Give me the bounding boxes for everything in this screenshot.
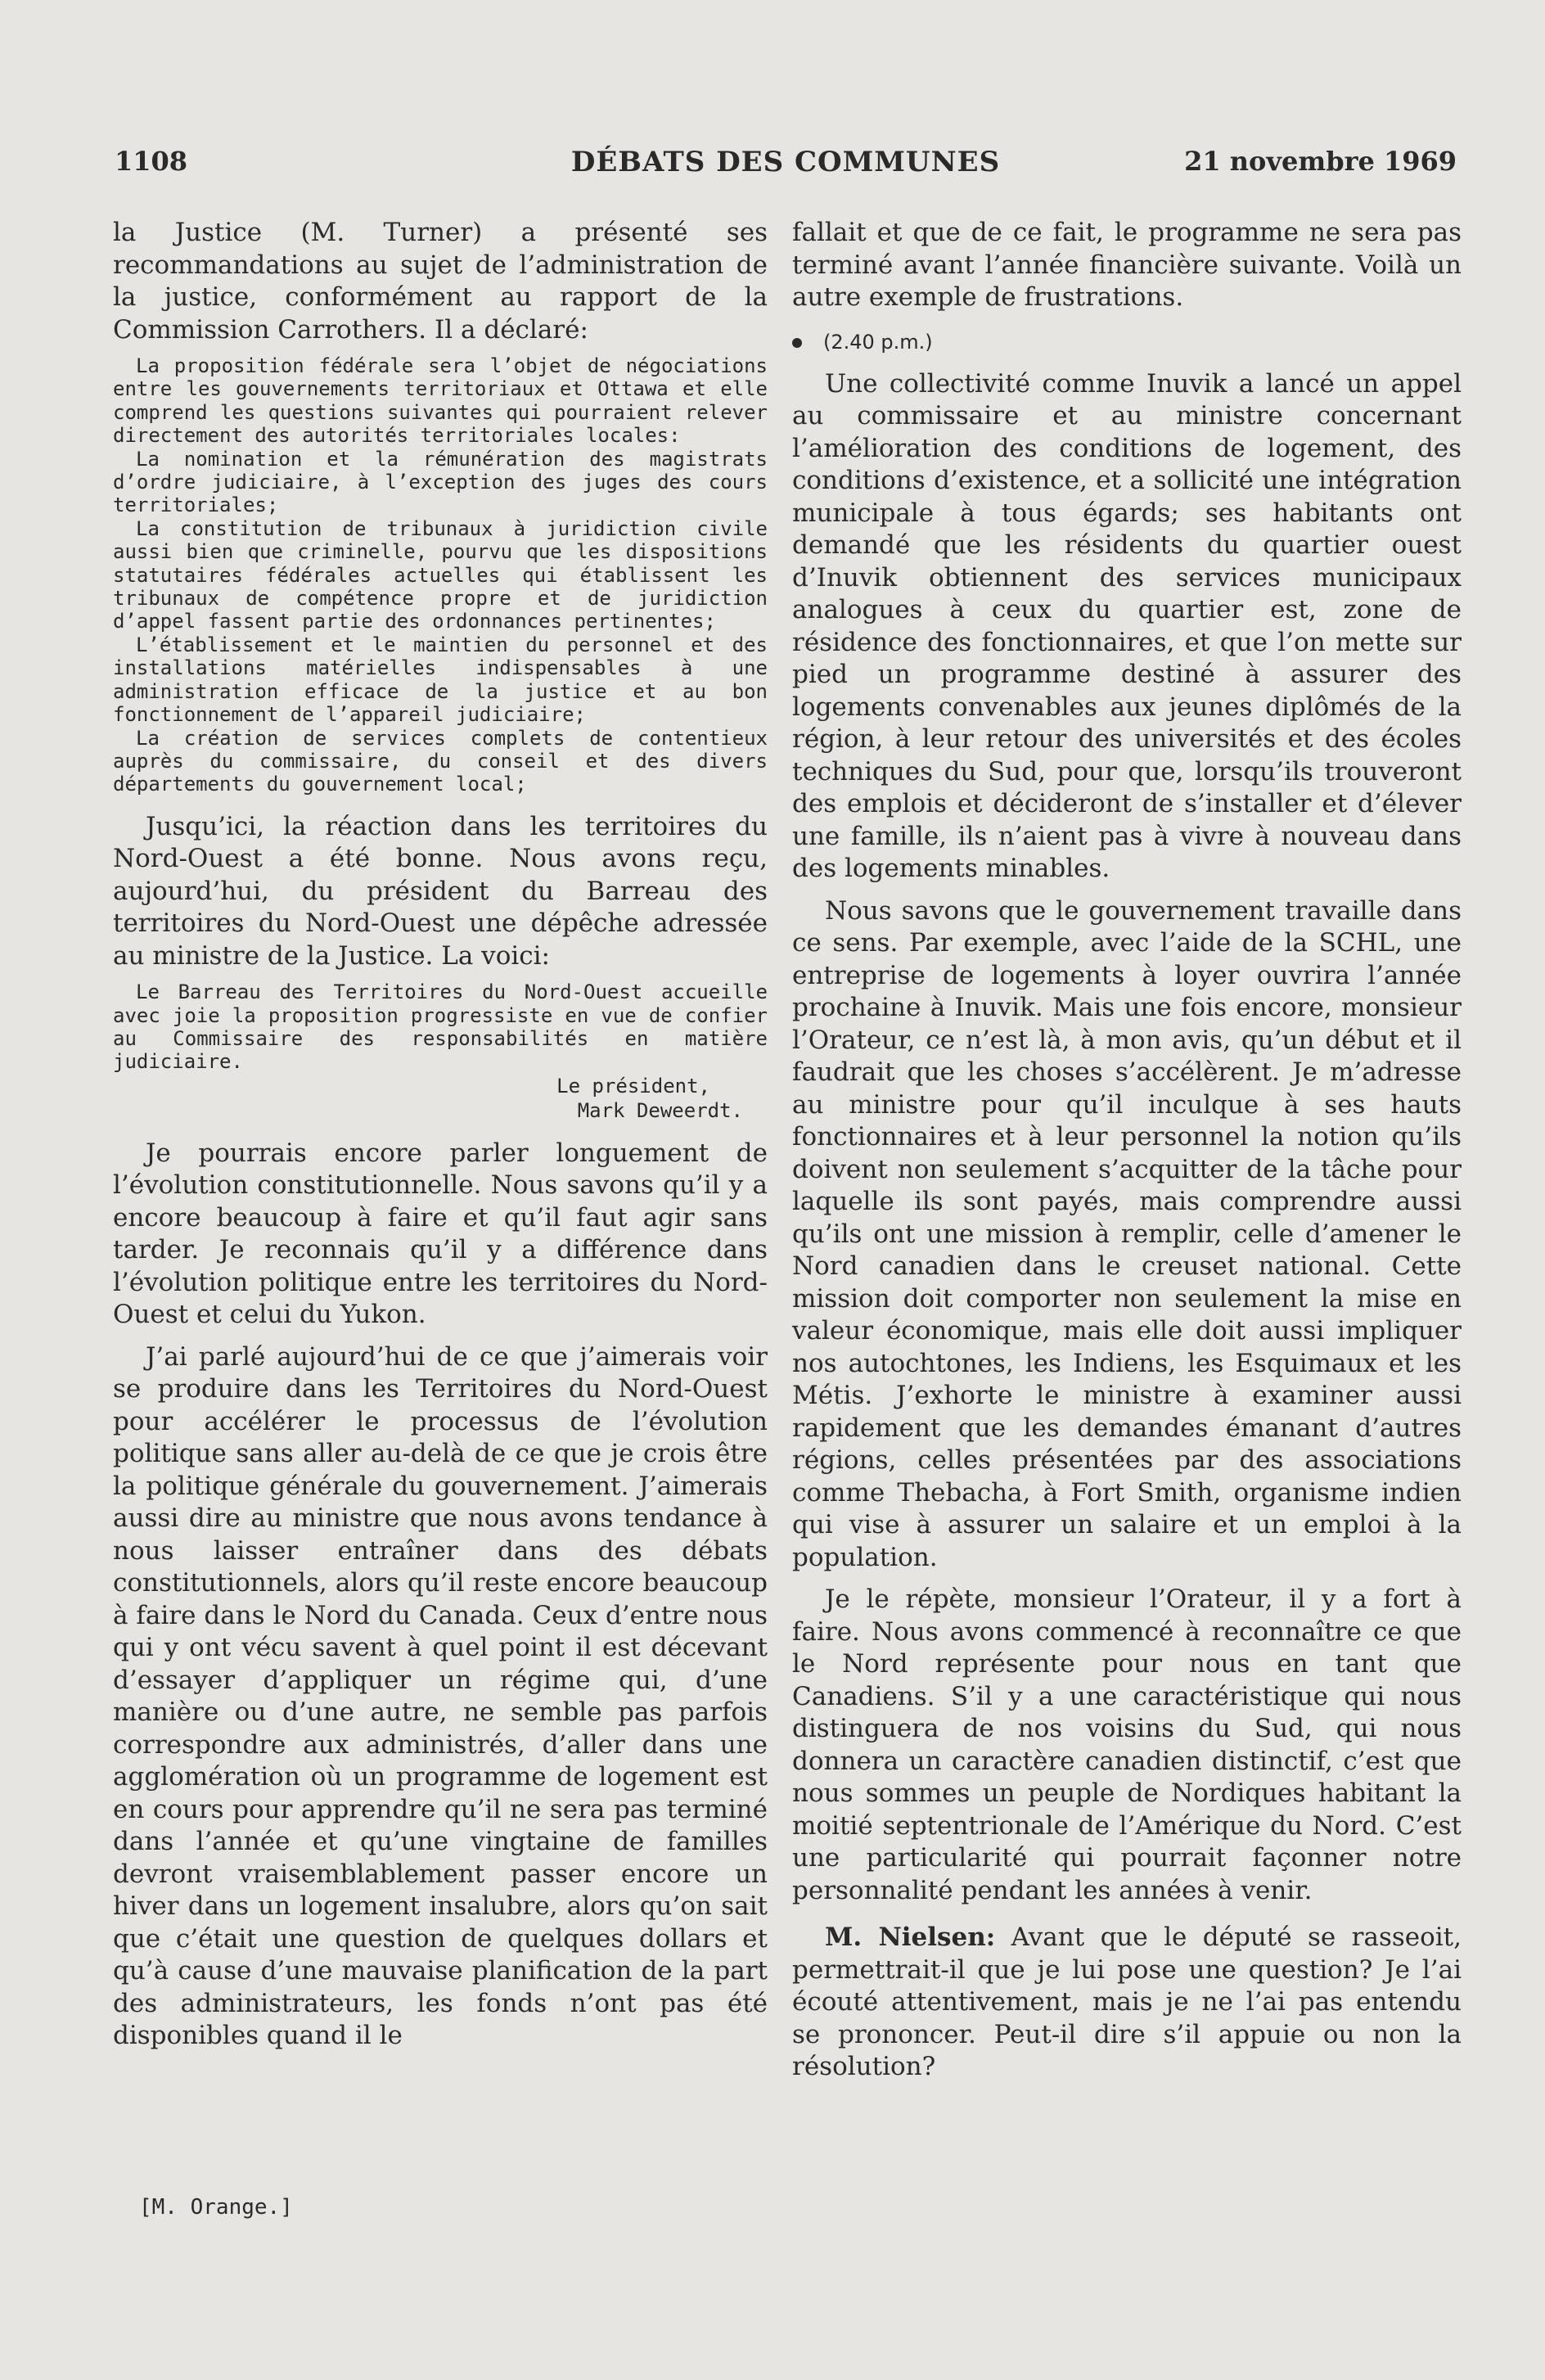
quote-paragraph: L’établissement et le maintien du personnel et des installations matérielles indispensables à une administration efficace de la justice et au bon fonctionnement de l’appareil judiciaire; <box>113 633 768 727</box>
speaker-name: M. Nielsen: <box>825 1922 996 1952</box>
paragraph <box>792 1922 1462 2084</box>
signature-block <box>113 1074 768 1123</box>
quote-paragraph: La proposition fédérale sera l’objet de négociations entre les gouvernements territoriaux et Ottawa et elle comprend les questions suivantes qui pourraient relever directement des autorités territoriales locales: <box>113 354 768 448</box>
speech-text: Avant que le député se rasseoit, permettrait-il que je lui pose une question? Je l’ai écouté attentivement, mais je ne l’ai pas entendu se prononcer. Peut-il dire s’il appuie ou non la résolution? <box>792 1922 1462 2081</box>
right-column <box>792 217 1462 2084</box>
page-title: DÉBATS DES COMMUNES <box>570 146 1001 178</box>
paragraph: J’ai parlé aujourd’hui de ce que j’aimerais voir se produire dans les Territoires du Nord-Ouest pour accélérer le processus de l’évolution politique sans aller au-delà de ce que je crois être la politique générale du gouvernement. J’aimerais aussi dire au ministre que nous avons tendance à nous laisser entraîner dans des débats constitutionnels, alors qu’il reste encore beaucoup à faire dans le Nord du Canada. Ceux d’entre nous qui y ont vécu savent à quel point il est décevant d’essayer d’appliquer un régime qui, d’une manière ou d’une autre, ne semble pas parfois correspondre aux administrés, d’aller dans une agglomération où un programme de logement est en cours pour apprendre qu’il ne sera pas terminé dans l’année et qu’une vingtaine de familles devront vraisemblablement passer encore un hiver dans un logement insalubre, alors qu’on sait que c’était une question de quelques dollars et qu’à cause d’une mauvaise planification de la part des administrateurs, les fonds n’ont pas été disponibles quand il le <box>113 1341 768 2051</box>
paragraph: Je le répète, monsieur l’Orateur, il y a fort à faire. Nous avons commencé à reconnaître ce que le Nord représente pour nous en tant que Canadiens. S’il y a une caractéristique qui nous distinguera de nos voisins du Sud, qui nous donnera un caractère canadien distinctif, c’est que nous sommes un peuple de Nordiques habitant la moitié septentrionale de l’Amérique du Nord. C’est une particularité qui pourrait façonner notre personnalité pendant les années à venir. <box>792 1584 1462 1905</box>
quote-paragraph: Le Barreau des Territoires du Nord-Ouest accueille avec joie la proposition progressiste en vue de confier au Commissaire des responsabilités en matière judiciaire. <box>113 980 768 1074</box>
time-label: (2.40 p.m.) <box>823 330 933 354</box>
paragraph: la Justice (M. Turner) a présenté ses recommandations au sujet de l’administration de la justice, conformément au rapport de la Commission Carrothers. Il a déclaré: <box>113 218 768 345</box>
paragraph: Nous savons que le gouvernement travaille dans ce sens. Par exemple, avec l’aide de la SCHL, une entreprise de logements à loyer ouvrira l’année prochaine à Inuvik. Mais une fois encore, monsieur l’Orateur, ce n’est là, à mon avis, qu’un début et il faudrait que les choses s’accélèrent. Je m’adresse au ministre pour qu’il inculque à ses hauts fonctionnaires et à leur personnel la notion qu’ils doivent non seulement s’acquitter de la tâche pour laquelle ils sont payés, mais comprendre aussi qu’ils ont une mission à remplir, celle d’amener le Nord canadien dans le creuset national. Cette mission doit comporter non seulement la mise en valeur économique, mais elle doit aussi impliquer nos autochtones, les Indiens, les Esquimaux et les Métis. J’exhorte le ministre à examiner aussi rapidement que les demandes émanant d’autres régions, celles présentées par des associations comme Thebacha, à Fort Smith, organisme indien qui vise à assurer un salaire et un emploi à la population. <box>792 895 1462 1572</box>
paragraph: Une collectivité comme Inuvik a lancé un appel au commissaire et au ministre concernant l’amélioration des conditions de logement, des conditions d’existence, et a sollicité une intégration municipale à tous égards; ses habitants ont demandé que les résidents du quartier ouest d’Inuvik obtiennent des services municipaux analogues à ceux du quartier est, zone de résidence des fonctionnaires, et que l’on mette sur pied un programme destiné à assurer des logements convenables aux jeunes diplômés de la région, à leur retour des universités et des écoles techniques du Sud, pour que, lorsqu’ils trouveront des emplois et décideront de s’installer et d’élever une famille, ils n’aient pas à vivre à nouveau dans des logements minables. <box>792 368 1462 883</box>
page-date: 21 novembre 1969 <box>1184 146 1457 177</box>
paragraph: Jusqu’ici, la réaction dans les territoires du Nord-Ouest a été bonne. Nous avons reçu, aujourd’hui, du président du Barreau des territoires du Nord-Ouest une dépêche adressée au ministre de la Justice. La voici: <box>113 811 768 971</box>
bullet-icon <box>792 338 802 348</box>
quote-paragraph: La constitution de tribunaux à juridiction civile aussi bien que criminelle, pourvu que les dispositions statutaires fédérales actuelles qui établissent les tribunaux de compétence propre et de juridiction d’appel fassent partie des ordonnances pertinentes; <box>113 516 768 633</box>
quote-paragraph: La nomination et la rémunération des magistrats d’ordre judiciaire, à l’exception des juges des cours territoriales; <box>113 447 768 517</box>
time-marker <box>792 326 1462 358</box>
footer-speaker: [M. Orange.] <box>139 2195 293 2220</box>
page-header <box>115 146 1457 187</box>
paragraph: Je pourrais encore parler longuement de l’évolution constitutionnelle. Nous savons qu’il y a encore beaucoup à faire et qu’il faut agir sans tarder. Je reconnais qu’il y a différence dans l’évolution politique entre les territoires du Nord-Ouest et celui du Yukon. <box>113 1138 768 1330</box>
paragraph: fallait et que de ce fait, le programme ne sera pas terminé avant l’année financière suivante. Voilà un autre exemple de frustrations. <box>792 218 1462 312</box>
left-column <box>113 217 768 2053</box>
signature-role: Le président, <box>556 1074 710 1098</box>
page-number: 1108 <box>115 146 188 177</box>
quote-paragraph: La création de services complets de contentieux auprès du commissaire, du conseil et des divers départements du gouvernement local; <box>113 726 768 796</box>
signature-name: Mark Deweerdt. <box>577 1098 743 1122</box>
